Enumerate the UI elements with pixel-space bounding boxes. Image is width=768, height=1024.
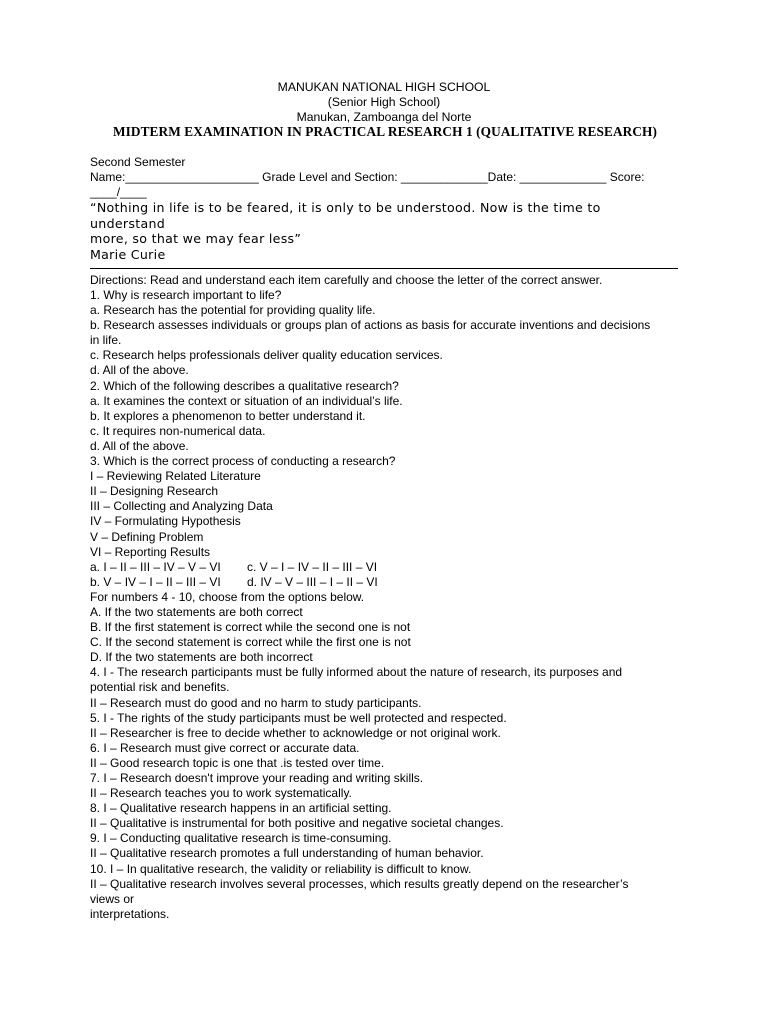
quote-line: “Nothing in life is to be feared, it is only to be understood. Now is the time to (90, 200, 601, 216)
statement: II – Research teaches you to work systematically. (90, 786, 352, 801)
option: D. If the two statements are both incorrect (90, 650, 313, 665)
choice: a. Research has the potential for providing quality life. (90, 303, 376, 318)
options-intro: For numbers 4 - 10, choose from the options below. (90, 589, 365, 604)
school-location: Manukan, Zamboanga del Norte (296, 110, 472, 124)
exam-body (90, 155, 682, 922)
choice: c. V – I – IV – II – III – VI (247, 559, 378, 574)
process-step: III – Collecting and Analyzing Data (90, 499, 273, 514)
choice: d. All of the above. (90, 438, 189, 453)
statement-continued: potential risk and benefits. (90, 680, 230, 695)
school-division: (Senior High School) (327, 95, 441, 109)
statement: 8. I – Qualitative research happens in an artificial setting. (90, 801, 392, 816)
score-blank: ____/____ (90, 185, 147, 200)
option: B. If the first statement is correct while the second one is not (90, 620, 411, 635)
question-3 (90, 454, 682, 590)
process-step: II – Designing Research (90, 484, 219, 499)
school-header (0, 80, 768, 125)
choice: b. V – IV – I – II – III – VI (90, 574, 221, 589)
choice: b. Research assesses individuals or groups plan of actions as basis for accurate inventions and decisions (90, 318, 651, 333)
statement: 4. I - The research participants must be fully informed about the nature of research, its purposes and (90, 665, 623, 680)
quote-block (90, 200, 682, 262)
statement: II – Qualitative is instrumental for both positive and negative societal changes. (90, 816, 504, 831)
choice: b. It explores a phenomenon to better understand it. (90, 408, 366, 423)
choice-row (90, 560, 682, 575)
quote-line: understand (90, 215, 166, 231)
statement-continued: interpretations. (90, 906, 170, 921)
process-step: IV – Formulating Hypothesis (90, 514, 241, 529)
process-step: V – Defining Problem (90, 529, 204, 544)
statement: 7. I – Research doesn't improve your reading and writing skills. (90, 771, 424, 785)
process-step: VI – Reporting Results (90, 544, 211, 559)
answer-options (90, 590, 682, 665)
process-step: I – Reviewing Related Literature (90, 469, 261, 484)
statement: II – Qualitative research promotes a full understanding of human behavior. (90, 846, 484, 861)
choice: a. It examines the context or situation of an individual’s life. (90, 393, 403, 408)
question-2 (90, 379, 682, 454)
statement-continued: views or (90, 891, 135, 906)
divider-line (90, 268, 678, 269)
choice: c. It requires non-numerical data. (90, 423, 266, 438)
quote-author: Marie Curie (90, 246, 166, 262)
statement: II – Good research topic is one that .is tested over time. (90, 755, 385, 770)
statement-items (90, 665, 682, 922)
question-1 (90, 288, 682, 379)
statement: II – Research must do good and no harm to study participants. (90, 695, 422, 710)
option: C. If the second statement is correct while the first one is not (90, 635, 411, 650)
choice: c. Research helps professionals deliver quality education services. (90, 348, 443, 363)
statement: II – Qualitative research involves several processes, which results greatly depend on the researcher’s (90, 876, 629, 891)
statement: 9. I – Conducting qualitative research is time-consuming. (90, 831, 392, 846)
statement: 6. I – Research must give correct or accurate data. (90, 740, 360, 755)
choice: d. IV – V – III – I – II – VI (247, 574, 378, 589)
school-name: MANUKAN NATIONAL HIGH SCHOOL (277, 80, 491, 94)
choice-row (90, 575, 682, 590)
statement: 10. I – In qualitative research, the validity or reliability is difficult to know. (90, 861, 472, 876)
exam-title: MIDTERM EXAMINATION IN PRACTICAL RESEARCH 1 (QUALITATIVE RESEARCH) (112, 124, 658, 139)
semester: Second Semester (90, 155, 186, 169)
choice: a. I – II – III – IV – V – VI (90, 559, 221, 574)
choice-continued: in life. (90, 333, 122, 348)
question-text: 1. Why is research important to life? (90, 288, 282, 302)
choice: d. All of the above. (90, 363, 189, 378)
statement: 5. I - The rights of the study participants must be well protected and respected. (90, 710, 507, 725)
directions: Directions: Read and understand each item carefully and choose the letter of the correct answer. (90, 272, 603, 287)
option: A. If the two statements are both correct (90, 604, 303, 619)
quote-line: more, so that we may fear less” (90, 231, 302, 247)
statement: II – Researcher is free to decide whether to acknowledge or not original work. (90, 725, 501, 740)
question-text: 2. Which of the following describes a qualitative research? (90, 378, 399, 393)
info-line: Name:____________________ Grade Level and Section: _____________Date: _____________ Score: (90, 170, 645, 185)
question-text: 3. Which is the correct process of conducting a research? (90, 454, 396, 469)
